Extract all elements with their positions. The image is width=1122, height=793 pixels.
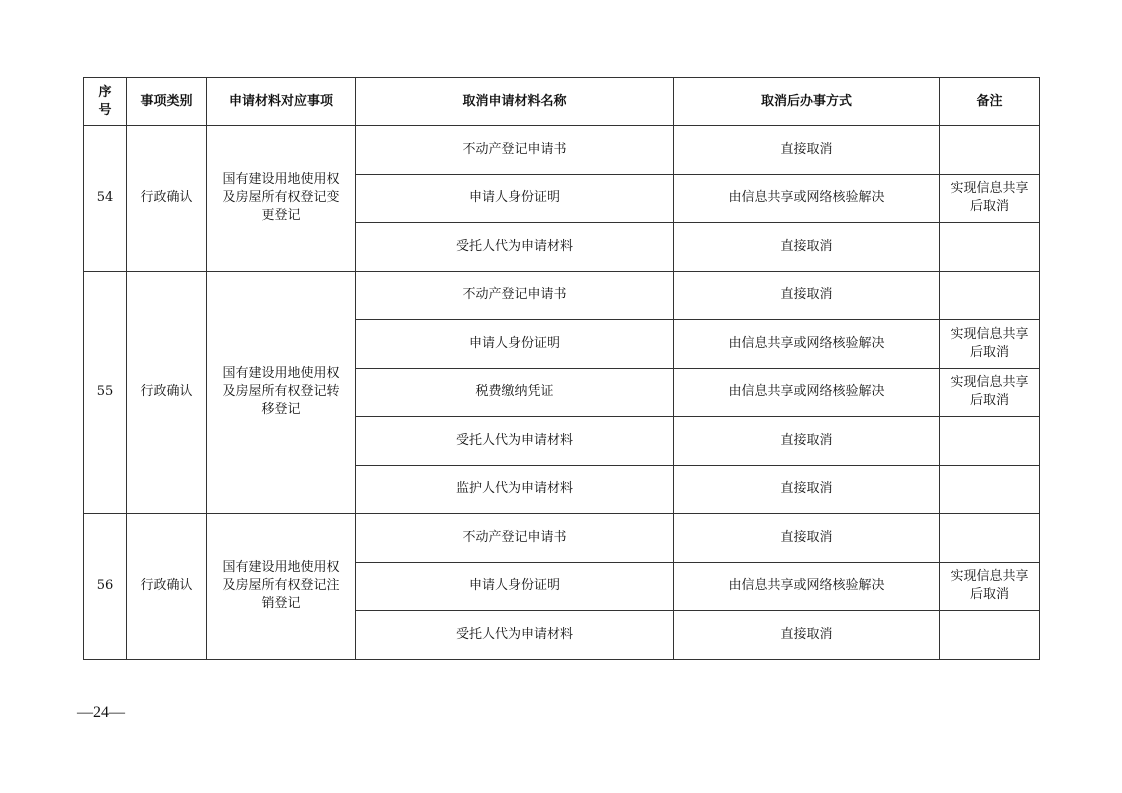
method-cell: 由信息共享或网络核验解决 (674, 562, 940, 611)
remark-cell (940, 417, 1040, 466)
table-row (84, 271, 1040, 320)
material-cell: 受托人代为申请材料 (356, 611, 674, 660)
seq-cell: 56 (84, 514, 127, 660)
method-cell: 直接取消 (674, 465, 940, 514)
remark-cell: 实现信息共享 后取消 (940, 320, 1040, 369)
table-row (84, 126, 1040, 175)
header-material: 取消申请材料名称 (356, 78, 674, 126)
header-seq: 序 号 (84, 78, 127, 126)
seq-cell: 54 (84, 126, 127, 272)
method-cell: 直接取消 (674, 223, 940, 272)
remark-cell (940, 514, 1040, 563)
header-category: 事项类别 (127, 78, 207, 126)
remark-cell: 实现信息共享 后取消 (940, 368, 1040, 417)
method-cell: 直接取消 (674, 514, 940, 563)
material-cell: 税费缴纳凭证 (356, 368, 674, 417)
item-cell: 国有建设用地使用权 及房屋所有权登记变 更登记 (207, 126, 356, 272)
method-cell: 直接取消 (674, 611, 940, 660)
material-cell: 监护人代为申请材料 (356, 465, 674, 514)
table-header-row (84, 78, 1040, 126)
material-cell: 申请人身份证明 (356, 562, 674, 611)
method-cell: 由信息共享或网络核验解决 (674, 320, 940, 369)
remark-cell (940, 223, 1040, 272)
material-cell: 不动产登记申请书 (356, 514, 674, 563)
material-cell: 受托人代为申请材料 (356, 417, 674, 466)
remark-cell: 实现信息共享 后取消 (940, 174, 1040, 223)
material-cell: 申请人身份证明 (356, 320, 674, 369)
material-cell: 受托人代为申请材料 (356, 223, 674, 272)
method-cell: 直接取消 (674, 126, 940, 175)
remark-cell (940, 465, 1040, 514)
seq-cell: 55 (84, 271, 127, 514)
header-method: 取消后办事方式 (674, 78, 940, 126)
method-cell: 直接取消 (674, 417, 940, 466)
material-cell: 申请人身份证明 (356, 174, 674, 223)
remark-cell (940, 126, 1040, 175)
table-row (84, 514, 1040, 563)
material-cell: 不动产登记申请书 (356, 271, 674, 320)
header-item: 申请材料对应事项 (207, 78, 356, 126)
category-cell: 行政确认 (127, 271, 207, 514)
category-cell: 行政确认 (127, 514, 207, 660)
category-cell: 行政确认 (127, 126, 207, 272)
remark-cell: 实现信息共享 后取消 (940, 562, 1040, 611)
method-cell: 由信息共享或网络核验解决 (674, 368, 940, 417)
item-cell: 国有建设用地使用权 及房屋所有权登记注 销登记 (207, 514, 356, 660)
header-remark: 备注 (940, 78, 1040, 126)
remark-cell (940, 271, 1040, 320)
method-cell: 直接取消 (674, 271, 940, 320)
materials-table (83, 77, 1040, 660)
material-cell: 不动产登记申请书 (356, 126, 674, 175)
method-cell: 由信息共享或网络核验解决 (674, 174, 940, 223)
page-number: —24— (77, 704, 125, 721)
remark-cell (940, 611, 1040, 660)
item-cell: 国有建设用地使用权 及房屋所有权登记转 移登记 (207, 271, 356, 514)
